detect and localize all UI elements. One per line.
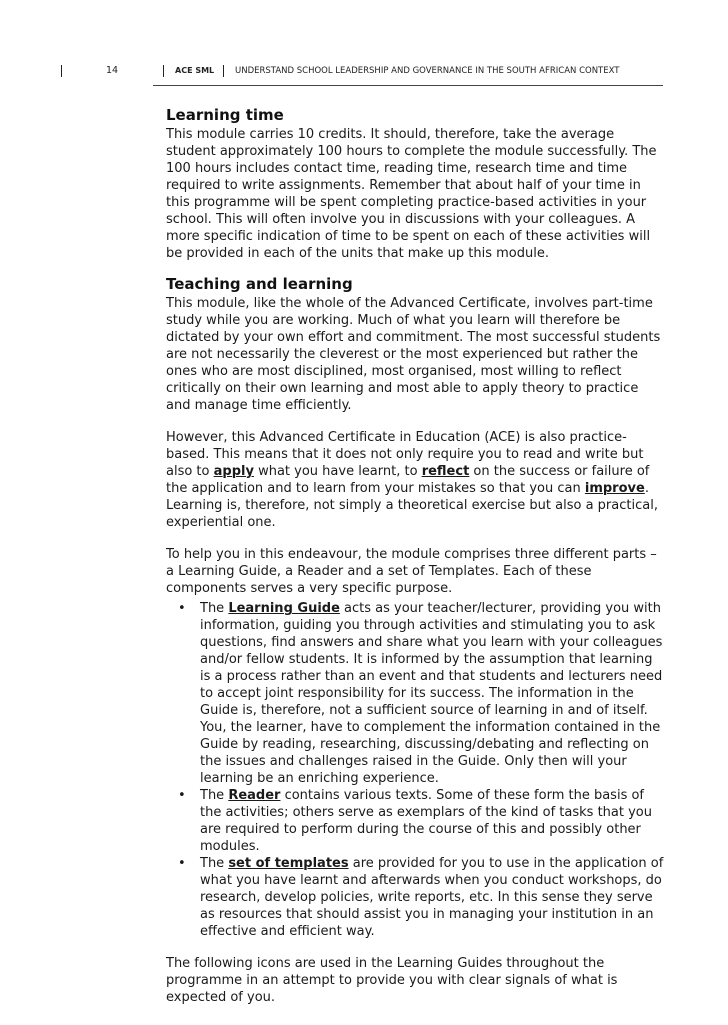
header-divider <box>223 65 224 77</box>
keyword-improve: improve <box>584 481 645 496</box>
teaching-paragraph-3: To help you in this endeavour, the module comprises three different parts – a Learning Guide, a Reader and a set of Templates. Each of these components serves a very specific purpose. <box>166 547 657 596</box>
learning-time-paragraph: This module carries 10 credits. It should, therefore, take the average student approximately 100 hours to complete the module successfully. The 100 hours includes contact time, reading time, research time and time required to write assignments. Remember that about half of your time in this programme will be spent completing practice-based activities in your school. This will often involve you in discussions with your colleagues. A more specific indication of time to be spent on each of these activities will be provided in each of the units that make up this module. <box>166 127 657 261</box>
keyword-reader: Reader <box>228 788 281 803</box>
teaching-paragraph-1: This module, like the whole of the Advanced Certificate, involves part-time study while you are working. Much of what you learn will therefore be dictated by your own effort and commitment. The most successful students are not necessarily the cleverest or the most experienced but rather the ones who are most disciplined, most organised, most willing to reflect critically on their own learning and most able to apply theory to practice and manage time efficiently. <box>166 296 661 413</box>
keyword-apply: apply <box>213 464 254 479</box>
module-title: UNDERSTAND SCHOOL LEADERSHIP AND GOVERNANCE IN THE SOUTH AFRICAN CONTEXT <box>235 66 620 76</box>
components-list <box>166 600 666 940</box>
bullet-icon: • <box>178 788 186 803</box>
teaching-paragraph-2: However, this Advanced Certificate in Education (ACE) is also practice-based. This means that it does not only require you to read and write but also to apply what you have learnt, to reflect on the success or failure of the application and to learn from your mistakes so that you can improve. Learning is, therefore, not simply a theoretical exercise but also a practical, experiential one. <box>166 430 658 530</box>
course-code: ACE SML <box>175 66 215 75</box>
list-item: • The Reader contains various texts. Some of these form the basis of the activities; others serve as exemplars of the kind of tasks that you are required to perform during the course of this and possibly other modules. <box>178 788 652 854</box>
bullet-icon: • <box>178 856 186 871</box>
header-divider <box>163 65 164 77</box>
page-header <box>0 62 728 82</box>
bullet-icon: • <box>178 601 186 616</box>
keyword-set-of-templates: set of templates <box>228 856 349 871</box>
keyword-learning-guide: Learning Guide <box>228 601 340 616</box>
page-number: 14 <box>106 65 119 76</box>
header-divider <box>61 65 62 77</box>
keyword-reflect: reflect <box>421 464 470 479</box>
list-item: • The set of templates are provided for you to use in the application of what you have learnt and afterwards when you conduct workshops, do research, develop policies, write reports, etc. In this sense they serve as resources that should assist you in managing your institution in an effective and efficient way. <box>178 856 664 939</box>
list-item: • The Learning Guide acts as your teacher/lecturer, providing you with information, guiding you through activities and stimulating you to ask questions, find answers and share what you learn with your colleagues and/or fellow students. It is informed by the assumption that learning is a process rather than an event and that students and lecturers need to accept joint responsibility for its success. The information in the Guide is, therefore, not a sufficient source of learning in and of itself. You, the learner, have to complement the information contained in the Guide by reading, researching, discussing/debating and reflecting on the issues and challenges raised in the Guide. Only then will your learning be an enriching experience. <box>178 601 663 786</box>
header-rule <box>153 85 663 86</box>
teaching-paragraph-4: The following icons are used in the Learning Guides throughout the programme in an attempt to provide you with clear signals of what is expected of you. <box>166 956 618 1005</box>
page-content <box>166 104 666 1006</box>
section-heading-teaching-learning: Teaching and learning <box>166 275 353 293</box>
section-heading-learning-time: Learning time <box>166 106 284 124</box>
